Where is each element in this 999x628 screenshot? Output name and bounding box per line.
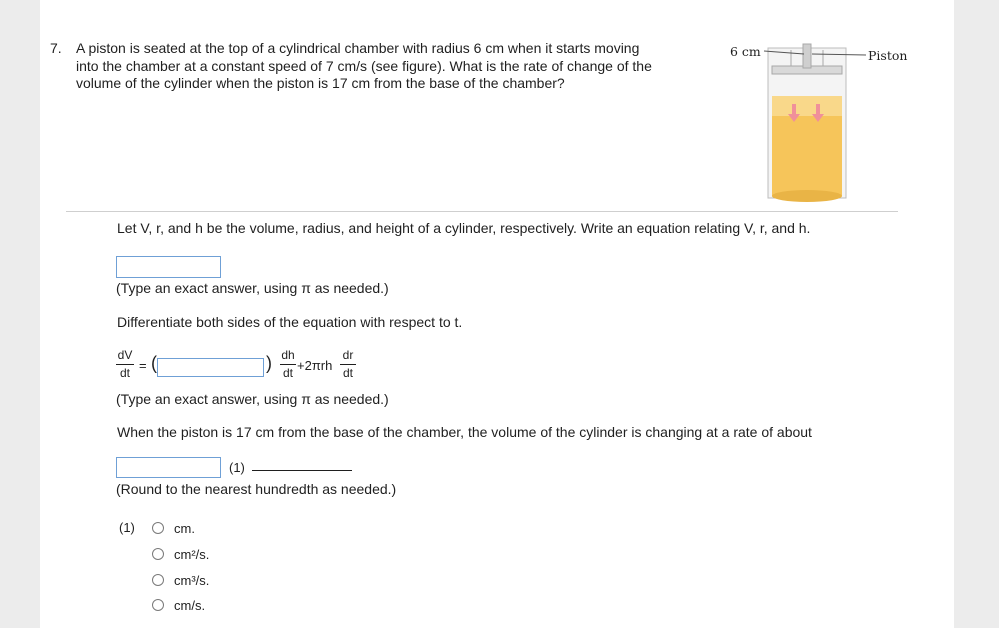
part1-hint: (Type an exact answer, using π as needed.) (116, 280, 389, 296)
unit-dropdown-marker: (1) (229, 460, 245, 475)
dh-fraction-bar (280, 364, 296, 365)
unit-option-radio[interactable] (152, 599, 164, 611)
dr-fraction-bar (340, 364, 356, 365)
unit-option-label: cm. (174, 521, 195, 536)
liquid-top (772, 96, 842, 116)
question-number: 7. (50, 40, 62, 56)
close-paren: ) (266, 353, 272, 373)
open-paren: ( (151, 353, 157, 373)
piston-label: Piston (868, 48, 908, 63)
choices-label: (1) (119, 520, 135, 535)
derivative-answer-input[interactable] (157, 358, 264, 377)
plus-term: +2πrh (297, 358, 333, 373)
cylinder-diagram (676, 38, 916, 208)
unit-option-radio[interactable] (152, 522, 164, 534)
part2-hint: (Type an exact answer, using π as needed.) (116, 391, 389, 407)
dv-fraction-bar (116, 364, 134, 365)
dr-numerator: dr (342, 348, 354, 362)
dh-numerator: dh (281, 348, 295, 362)
question-text: A piston is seated at the top of a cylindrical chamber with radius 6 cm when it starts moving into the chamber at a constant speed of 7 cm/s (see figure). What is the rate of change of the volume of the cylinder when the piston is 17 cm from the base of the chamber? (76, 40, 652, 91)
dv-denominator: dt (119, 366, 130, 380)
piston-rod (803, 44, 811, 68)
dv-numerator: dV (117, 348, 133, 362)
part3-hint: (Round to the nearest hundredth as needed.) (116, 481, 397, 497)
part1-prompt: Let V, r, and h be the volume, radius, and height of a cylinder, respectively. Write an equation relating V, r, and h. (117, 220, 811, 236)
unit-option-radio[interactable] (152, 574, 164, 586)
unit-option-radio[interactable] (152, 548, 164, 560)
radius-label: 6 cm (730, 44, 761, 59)
rate-answer-input[interactable] (116, 457, 221, 478)
part2-prompt: Differentiate both sides of the equation with respect to t. (117, 314, 463, 330)
dh-denominator: dt (282, 366, 293, 380)
unit-option-label: cm³/s. (174, 573, 210, 588)
unit-option-label: cm/s. (174, 598, 206, 613)
dr-denominator: dt (342, 366, 353, 380)
unit-option-label: cm²/s. (174, 547, 210, 562)
liquid-bottom (772, 190, 842, 202)
unit-answer-line[interactable] (252, 470, 352, 471)
piston-figure (676, 38, 916, 213)
equals-sign: = (139, 358, 147, 373)
part3-prompt: When the piston is 17 cm from the base of the chamber, the volume of the cylinder is changing at a rate of about (117, 424, 812, 440)
equation-answer-input[interactable] (116, 256, 221, 278)
section-divider (66, 211, 898, 212)
